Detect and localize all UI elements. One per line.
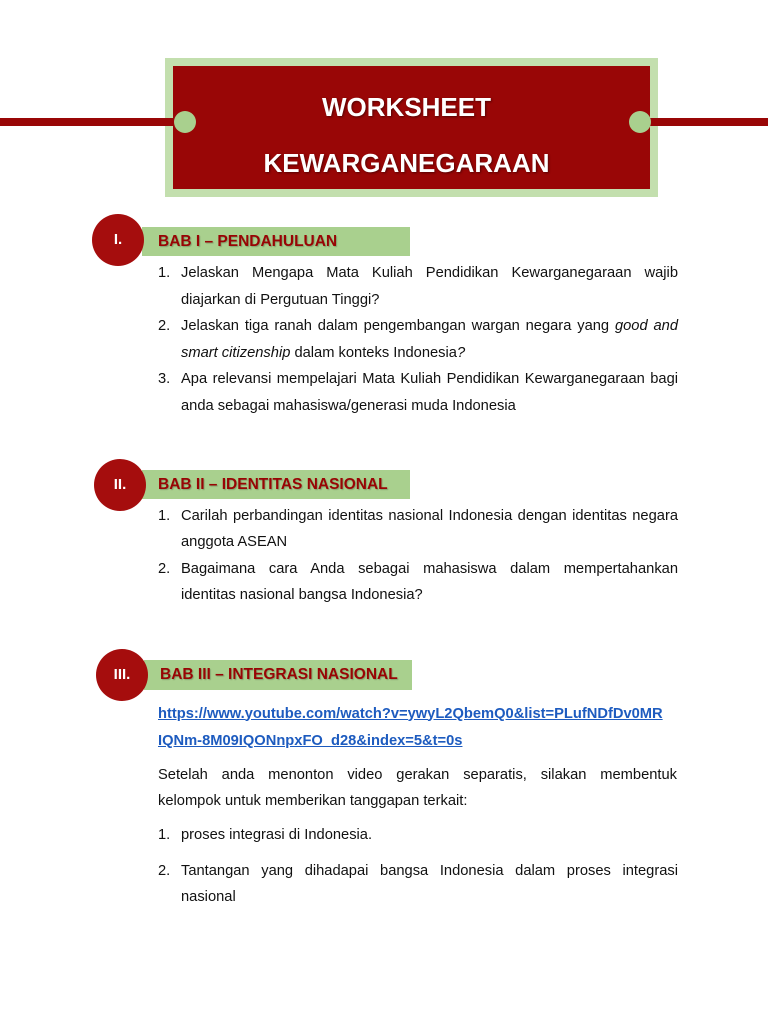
list-item-italic-text: smart citizenship [181,344,291,361]
section-heading: BAB II – IDENTITAS NASIONAL [142,470,410,499]
list-number: 3. [158,371,171,388]
paragraph-line: Setelah anda menonton video gerakan separatis, silakan membentuk [158,766,677,783]
paragraph-line: kelompok untuk memberikan tanggapan terkait: [158,793,468,810]
list-item-text: dalam konteks Indonesia [290,344,457,361]
list-item-line: Apa relevansi mempelajari Mata Kuliah Pendidikan Kewarganegaraan bagi [181,371,678,388]
list-item [158,366,678,419]
video-link-line[interactable]: https://www.youtube.com/watch?v=ywyL2QbemQ0&list=PLufNDfDv0MR [158,705,663,722]
section-heading: BAB I – PENDAHULUAN [142,227,410,256]
list-item-line: identitas nasional bangsa Indonesia? [181,587,423,604]
section-heading: BAB III – INTEGRASI NASIONAL [144,660,412,690]
list-item-line: nasional [181,889,236,906]
list-item [158,313,678,366]
list-item [158,556,678,609]
list-item-line: diajarkan di Pergutuan Tinggi? [181,291,380,308]
list-number: 2. [158,862,171,879]
list-number: 1. [158,826,171,843]
list-item-line [181,313,678,340]
list-item-line: Jelaskan Mengapa Mata Kuliah Pendidikan Kewarganegaraan wajib [181,265,678,281]
list-item-text: Jelaskan tiga ranah dalam pengembangan wargan negara yang [181,318,615,335]
list-number: 1. [158,265,171,281]
list-item [158,858,678,911]
video-link-line[interactable]: IQNm-8M09IQONnpxFO_d28&index=5&t=0s [158,732,463,749]
list-item-line: proses integrasi di Indonesia. [181,826,373,843]
section-number-badge: I. [92,214,144,266]
list-item-italic-text: good and [614,318,678,335]
header-rule-right [645,118,768,126]
list-item [158,503,678,556]
instruction-paragraph [158,762,677,815]
page-title-line-2: KEWARGANEGARAAN [263,148,550,178]
list-item-italic-text: ? [456,344,466,361]
page-title-line-1: WORKSHEET [322,92,491,122]
list-item-line: Tantangan yang dihadapai bangsa Indonesia dalam proses integrasi [181,862,678,879]
list-item-line [181,340,678,367]
list-number: 2. [158,318,171,335]
section-number-badge: II. [94,459,146,511]
list-item [158,822,678,849]
header-rule-left [0,118,180,126]
list-number: 1. [158,507,171,524]
list-item-line: Carilah perbandingan identitas nasional Indonesia dengan identitas negara [181,507,678,524]
list-item [158,260,678,313]
video-link[interactable] [158,701,677,755]
section-number-badge: III. [96,649,148,701]
list-item-line: anda sebagai mahasiswa/generasi muda Indonesia [181,397,516,414]
list-item-line: anggota ASEAN [181,534,288,551]
list-item-line: Bagaimana cara Anda sebagai mahasiswa dalam mempertahankan [181,560,678,577]
list-number: 2. [158,560,171,577]
